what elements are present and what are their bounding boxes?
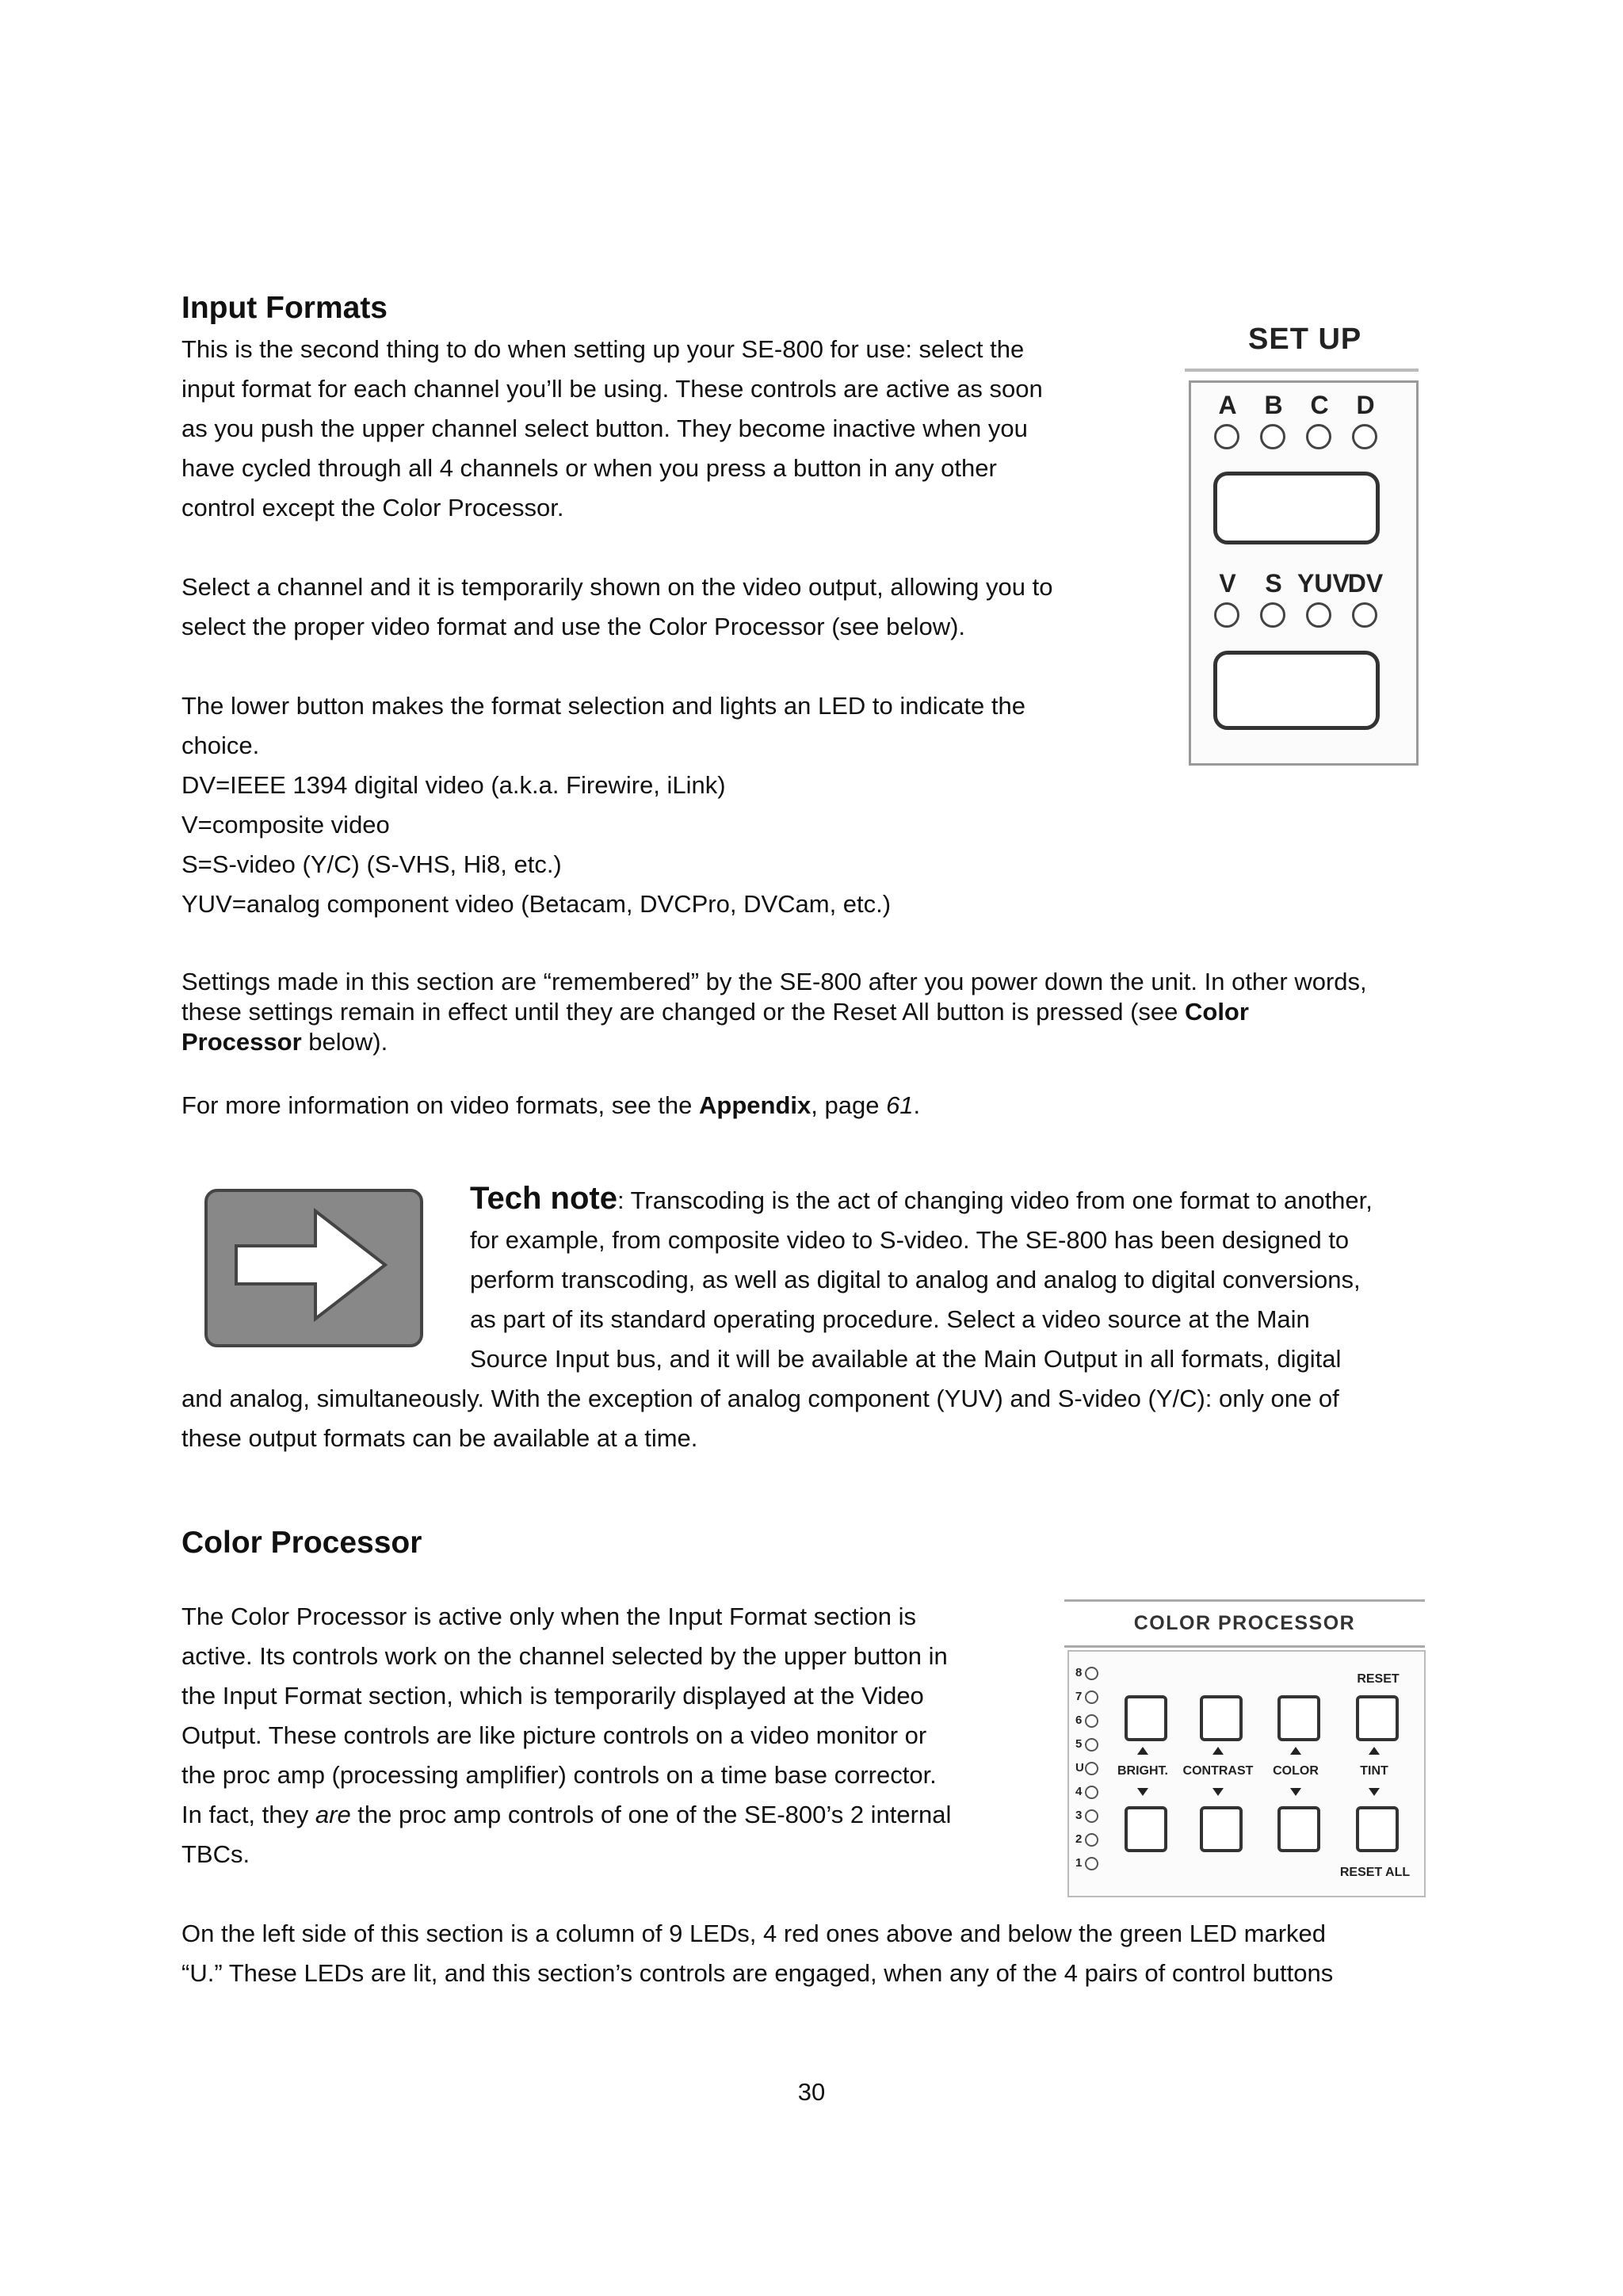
text-span: below). <box>301 1028 388 1056</box>
contrast-down-button[interactable] <box>1200 1806 1243 1852</box>
format-led-yuv <box>1306 602 1331 628</box>
led-label-8: 8 <box>1075 1666 1083 1679</box>
setup-panel-frame <box>1189 380 1419 766</box>
setup-panel-title: SET UP <box>1248 323 1362 356</box>
text-span: In fact, they <box>181 1801 315 1828</box>
text-line: choice. <box>181 732 260 759</box>
bright-label: BRIGHT. <box>1117 1764 1168 1778</box>
level-led-2 <box>1085 1833 1098 1847</box>
color-processor-panel-title: COLOR PROCESSOR <box>1133 1612 1356 1634</box>
text-line: perform transcoding, as well as digital to analog and analog to digital conversions, <box>470 1266 1361 1293</box>
level-led-5 <box>1085 1738 1098 1752</box>
text-span: . <box>913 1091 921 1119</box>
channel-led-a <box>1214 424 1239 449</box>
text-line: active. Its controls work on the channel selected by the upper button in <box>181 1642 948 1670</box>
level-led-6 <box>1085 1714 1098 1728</box>
text-line: control except the Color Processor. <box>181 494 564 521</box>
text-span: these settings remain in effect until they are changed or the Reset All button is pressed (see <box>181 998 1185 1026</box>
text-line: the proc amp (processing amplifier) controls on a time base corrector. <box>181 1761 937 1789</box>
led-label-4: 4 <box>1075 1785 1083 1798</box>
text-line: On the left side of this section is a column of 9 LEDs, 4 red ones above and below the green LED marked <box>181 1920 1327 1947</box>
level-led-u <box>1085 1762 1098 1775</box>
up-arrow-icon <box>1290 1747 1301 1755</box>
text-line: Select a channel and it is temporarily shown on the video output, allowing you to <box>181 573 1053 601</box>
text-line: as you push the upper channel select button. They become inactive when you <box>181 415 1028 442</box>
bright-down-button[interactable] <box>1125 1806 1167 1852</box>
tint-down-button[interactable] <box>1356 1806 1399 1852</box>
channel-label-d: D <box>1356 391 1375 419</box>
tech-note-full-lines <box>181 1379 1529 1458</box>
tech-note-first-line <box>470 1179 1524 1221</box>
down-arrow-icon <box>1137 1788 1148 1796</box>
channel-led-c <box>1306 424 1331 449</box>
format-definition-yuv: YUV=analog component video (Betacam, DVCPro, DVCam, etc.) <box>181 890 892 918</box>
led-label-7: 7 <box>1075 1690 1083 1703</box>
tech-note-arrow-icon <box>204 1189 423 1347</box>
text-span: : Transcoding is the act of changing video from one format to another, <box>617 1186 1373 1214</box>
level-led-1 <box>1085 1857 1098 1870</box>
text-line: The lower button makes the format selection and lights an LED to indicate the <box>181 692 1025 720</box>
color-processor-ref-2: Processor <box>181 1028 302 1056</box>
level-led-4 <box>1085 1786 1098 1799</box>
input-formats-paragraph-1 <box>181 330 1180 528</box>
setup-panel-illustration <box>1185 313 1419 769</box>
contrast-up-button[interactable] <box>1200 1695 1243 1741</box>
format-definition-s: S=S-video (Y/C) (S-VHS, Hi8, etc.) <box>181 850 562 878</box>
divider <box>1185 369 1419 372</box>
text-line: Source Input bus, and it will be available at the Main Output in all formats, digital <box>470 1345 1342 1373</box>
tint-label: TINT <box>1360 1764 1388 1778</box>
format-definition-v: V=composite video <box>181 811 390 839</box>
text-line: “U.” These LEDs are lit, and this section’s controls are engaged, when any of the 4 pairs of control buttons <box>181 1959 1334 1987</box>
format-led-dv <box>1352 602 1377 628</box>
color-processor-ref: Color <box>1185 998 1249 1026</box>
down-arrow-icon <box>1212 1788 1224 1796</box>
divider <box>1064 1645 1425 1648</box>
color-processor-panel-illustration <box>1064 1599 1425 1897</box>
level-led-8 <box>1085 1667 1098 1680</box>
led-label-1: 1 <box>1075 1856 1083 1870</box>
down-arrow-icon <box>1290 1788 1301 1796</box>
text-line: Output. These controls are like picture controls on a video monitor or <box>181 1721 927 1749</box>
channel-led-d <box>1352 424 1377 449</box>
text-line: The Color Processor is active only when the Input Format section is <box>181 1603 916 1630</box>
format-label-v: V <box>1219 569 1236 598</box>
divider <box>1064 1599 1425 1602</box>
color-down-button[interactable] <box>1277 1806 1320 1852</box>
format-select-button[interactable] <box>1213 651 1380 730</box>
input-formats-paragraph-2 <box>181 567 1180 647</box>
channel-led-b <box>1260 424 1285 449</box>
section-heading-input-formats: Input Formats <box>181 291 388 325</box>
up-arrow-icon <box>1137 1747 1148 1755</box>
more-info-line <box>181 1086 1370 1125</box>
page-ref: 61 <box>886 1091 914 1119</box>
text-span: the proc amp controls of one of the SE-800’s 2 internal <box>350 1801 952 1828</box>
led-label-3: 3 <box>1075 1809 1083 1822</box>
settings-paragraph <box>181 967 1481 1057</box>
text-line: select the proper video format and use the Color Processor (see below). <box>181 613 966 640</box>
input-formats-paragraph-3 <box>181 686 1180 924</box>
color-processor-paragraph-2 <box>181 1914 1529 1993</box>
text-line <box>181 997 1481 1027</box>
contrast-label: CONTRAST <box>1182 1764 1254 1778</box>
section-heading-color-processor: Color Processor <box>181 1526 422 1560</box>
text-line: input format for each channel you’ll be using. These controls are active as soon <box>181 375 1043 403</box>
text-line: This is the second thing to do when setting up your SE-800 for use: select the <box>181 335 1025 363</box>
level-led-3 <box>1085 1809 1098 1823</box>
channel-label-c: C <box>1310 391 1329 419</box>
page-number: 30 <box>797 2078 826 2106</box>
bright-up-button[interactable] <box>1125 1695 1167 1741</box>
text-line: and analog, simultaneously. With the exception of analog component (YUV) and S-video (Y/C): only one of <box>181 1385 1339 1412</box>
led-label-2: 2 <box>1075 1832 1083 1846</box>
format-led-s <box>1260 602 1285 628</box>
up-arrow-icon <box>1369 1747 1380 1755</box>
up-arrow-icon <box>1212 1747 1224 1755</box>
text-line: have cycled through all 4 channels or when you press a button in any other <box>181 454 997 482</box>
text-line: for example, from composite video to S-video. The SE-800 has been designed to <box>470 1226 1350 1254</box>
format-definition-dv: DV=IEEE 1394 digital video (a.k.a. Firewire, iLink) <box>181 771 726 799</box>
format-label-s: S <box>1265 569 1282 598</box>
text-span: , page <box>811 1091 887 1119</box>
tech-note-label: Tech note <box>470 1181 617 1216</box>
text-span: For more information on video formats, see the <box>181 1091 700 1119</box>
format-label-yuv: YUV <box>1297 569 1350 598</box>
led-label-5: 5 <box>1075 1737 1083 1751</box>
led-label-6: 6 <box>1075 1713 1083 1727</box>
format-label-dv: DV <box>1347 569 1384 598</box>
text-line <box>181 1795 1022 1835</box>
tech-note-indented-lines <box>470 1221 1524 1379</box>
color-label: COLOR <box>1273 1764 1319 1778</box>
down-arrow-icon <box>1369 1788 1380 1796</box>
led-label-u: U <box>1075 1761 1084 1775</box>
text-line: TBCs. <box>181 1840 250 1868</box>
channel-label-a: A <box>1218 391 1237 419</box>
color-processor-panel-frame <box>1067 1650 1426 1897</box>
format-led-v <box>1214 602 1239 628</box>
color-processor-paragraph-1 <box>181 1597 1022 1874</box>
appendix-ref: Appendix <box>699 1091 812 1119</box>
emphasis: are <box>315 1801 351 1828</box>
channel-select-button[interactable] <box>1213 472 1380 544</box>
channel-label-b: B <box>1264 391 1283 419</box>
text-line <box>181 1027 1481 1057</box>
text-line: these output formats can be available at a time. <box>181 1424 698 1452</box>
text-line: as part of its standard operating procedure. Select a video source at the Main <box>470 1305 1310 1333</box>
reset-label: RESET <box>1357 1672 1400 1686</box>
text-line: Settings made in this section are “remembered” by the SE-800 after you power down the unit. In other words, <box>181 968 1367 995</box>
reset-all-label: RESET ALL <box>1339 1866 1411 1879</box>
color-up-button[interactable] <box>1277 1695 1320 1741</box>
level-led-7 <box>1085 1690 1098 1704</box>
text-line: the Input Format section, which is temporarily displayed at the Video <box>181 1682 924 1710</box>
tint-up-button[interactable] <box>1356 1695 1399 1741</box>
